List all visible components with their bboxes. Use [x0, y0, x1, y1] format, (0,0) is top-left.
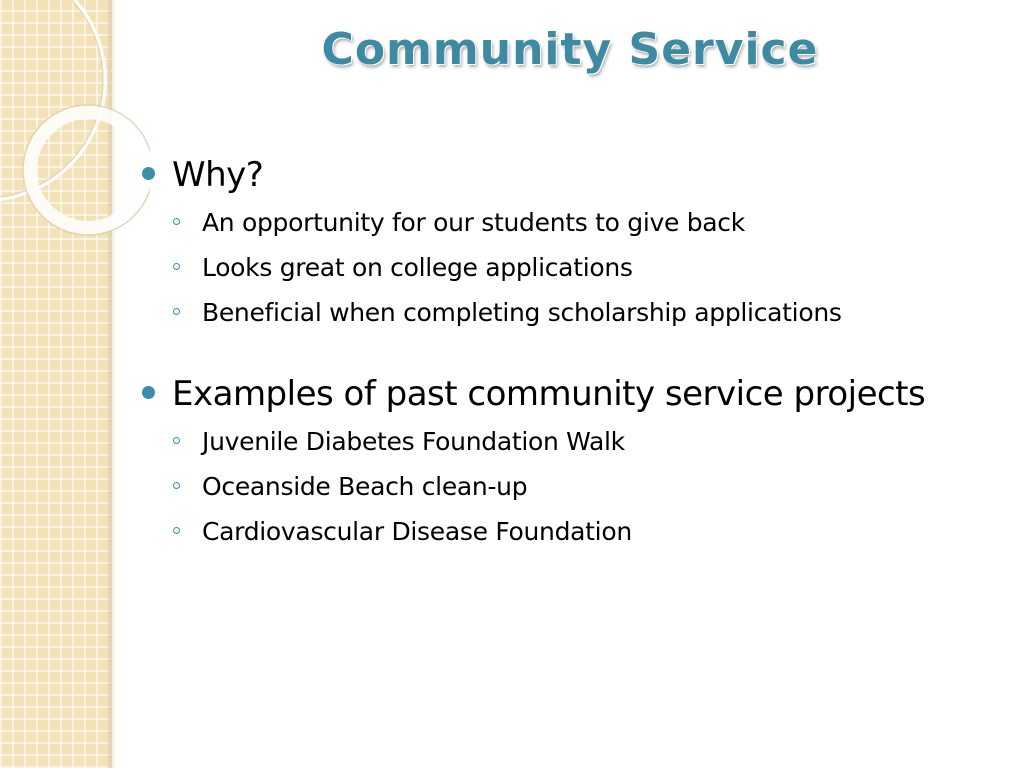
list-item-text: Beneficial when completing scholarship applications [202, 298, 842, 327]
heading-text: Why? [172, 155, 264, 195]
sub-bullet-ring-icon [173, 263, 180, 270]
list-item-text: An opportunity for our students to give back [202, 208, 745, 237]
list-item [142, 464, 1012, 509]
list-item-text: Juvenile Diabetes Foundation Walk [202, 427, 625, 456]
slide-title: Community Service [321, 24, 819, 75]
sub-bullet-ring-icon [173, 308, 180, 315]
sub-bullet-ring-icon [173, 527, 180, 534]
bullet-heading-examples [142, 369, 1012, 419]
section-why [142, 150, 1012, 335]
list-item-text: Cardiovascular Disease Foundation [202, 517, 632, 546]
sub-bullet-ring-icon [173, 482, 180, 489]
section-examples [142, 369, 1012, 554]
list-item-text: Looks great on college applications [202, 253, 633, 282]
slide-content [142, 150, 1012, 588]
sub-bullet-ring-icon [173, 437, 180, 444]
list-item [142, 245, 1012, 290]
list-item [142, 419, 1012, 464]
list-item [142, 200, 1012, 245]
bullet-dot-icon [142, 167, 155, 180]
heading-text: Examples of past community service projects [172, 374, 926, 414]
sub-bullet-ring-icon [173, 218, 180, 225]
list-item [142, 509, 1012, 554]
bullet-heading-why [142, 150, 1012, 200]
list-item [142, 290, 1012, 335]
bullet-dot-icon [142, 386, 155, 399]
list-item-text: Oceanside Beach clean-up [202, 472, 528, 501]
